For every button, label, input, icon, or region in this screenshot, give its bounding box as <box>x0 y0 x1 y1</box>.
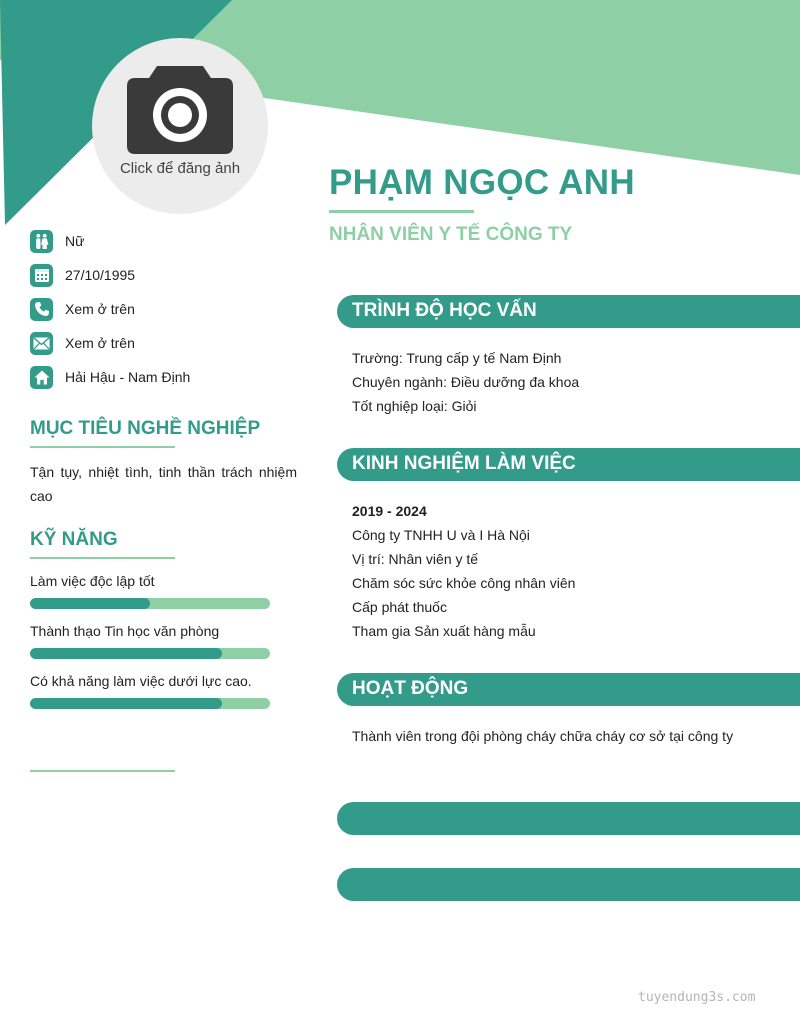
skills-list <box>30 570 270 720</box>
experience-task: Cấp phát thuốc <box>352 599 447 615</box>
objective-text: Tận tụy, nhiệt tình, tinh thần trách nhiệm cao <box>30 464 297 504</box>
skill-name: Thành thạo Tin học văn phòng <box>30 623 220 639</box>
birthday-value: 27/10/1995 <box>65 267 136 283</box>
photo-upload[interactable] <box>92 38 268 214</box>
skill-name: Có khả năng làm việc dưới lực cao. <box>30 673 252 689</box>
gender-icon <box>30 230 53 253</box>
candidate-name: PHẠM NGỌC ANH <box>329 163 635 202</box>
job-title: NHÂN VIÊN Y TẾ CÔNG TY <box>329 224 573 245</box>
skill-bar <box>30 698 270 709</box>
contact-email <box>30 326 190 360</box>
objective-heading: MỤC TIÊU NGHỀ NGHIỆP <box>30 418 261 439</box>
experience-company: Công ty TNHH U và I Hà Nội <box>352 527 530 543</box>
left-divider <box>30 770 175 772</box>
address-value: Hải Hậu - Nam Định <box>65 369 191 385</box>
empty-section-bar[interactable] <box>337 868 800 901</box>
experience-period: 2019 - 2024 <box>352 503 427 519</box>
contact-address <box>30 360 190 394</box>
education-grade: Tốt nghiệp loại: Giỏi <box>352 398 477 414</box>
empty-section-bar[interactable] <box>337 802 800 835</box>
skill-bar <box>30 598 270 609</box>
contact-info <box>30 224 190 394</box>
photo-upload-label: Click để đăng ảnh <box>119 160 241 177</box>
skill-bar <box>30 648 270 659</box>
contact-phone <box>30 292 190 326</box>
skill-name: Làm việc độc lập tốt <box>30 573 155 589</box>
experience-content <box>352 499 575 643</box>
education-section-bar <box>337 295 800 328</box>
skill-bar-fill <box>30 698 222 709</box>
experience-task: Tham gia Sản xuất hàng mẫu <box>352 623 536 639</box>
envelope-icon <box>30 332 53 355</box>
skill-bar-fill <box>30 648 222 659</box>
experience-section-bar <box>337 448 800 481</box>
activities-content <box>352 724 733 748</box>
experience-position: Vị trí: Nhân viên y tế <box>352 551 479 567</box>
phone-value: Xem ở trên <box>65 301 135 317</box>
activities-section-bar <box>337 673 800 706</box>
objective-underline <box>30 446 175 448</box>
education-major: Chuyên ngành: Điều dưỡng đa khoa <box>352 374 580 390</box>
education-heading: TRÌNH ĐỘ HỌC VẤN <box>352 300 537 321</box>
activity-item: Thành viên trong đội phòng cháy chữa cháy cơ sở tại công ty <box>352 728 734 744</box>
calendar-icon <box>30 264 53 287</box>
activities-heading: HOẠT ĐỘNG <box>352 678 469 699</box>
camera-icon <box>127 62 233 154</box>
watermark: tuyendung3s.com <box>638 990 756 1005</box>
skill-item <box>30 570 270 620</box>
experience-heading: KINH NGHIỆM LÀM VIỆC <box>352 453 576 474</box>
email-value: Xem ở trên <box>65 335 135 351</box>
phone-icon <box>30 298 53 321</box>
skill-item <box>30 620 270 670</box>
education-school: Trường: Trung cấp y tế Nam Định <box>352 350 562 366</box>
contact-gender <box>30 224 190 258</box>
skill-bar-fill <box>30 598 150 609</box>
contact-birthday <box>30 258 190 292</box>
skill-item <box>30 670 270 720</box>
name-underline <box>329 210 474 213</box>
skills-underline <box>30 557 175 559</box>
skills-heading: KỸ NĂNG <box>30 529 118 550</box>
gender-value: Nữ <box>65 233 85 249</box>
experience-task: Chăm sóc sức khỏe công nhân viên <box>352 575 576 591</box>
home-icon <box>30 366 53 389</box>
education-content <box>352 346 579 418</box>
